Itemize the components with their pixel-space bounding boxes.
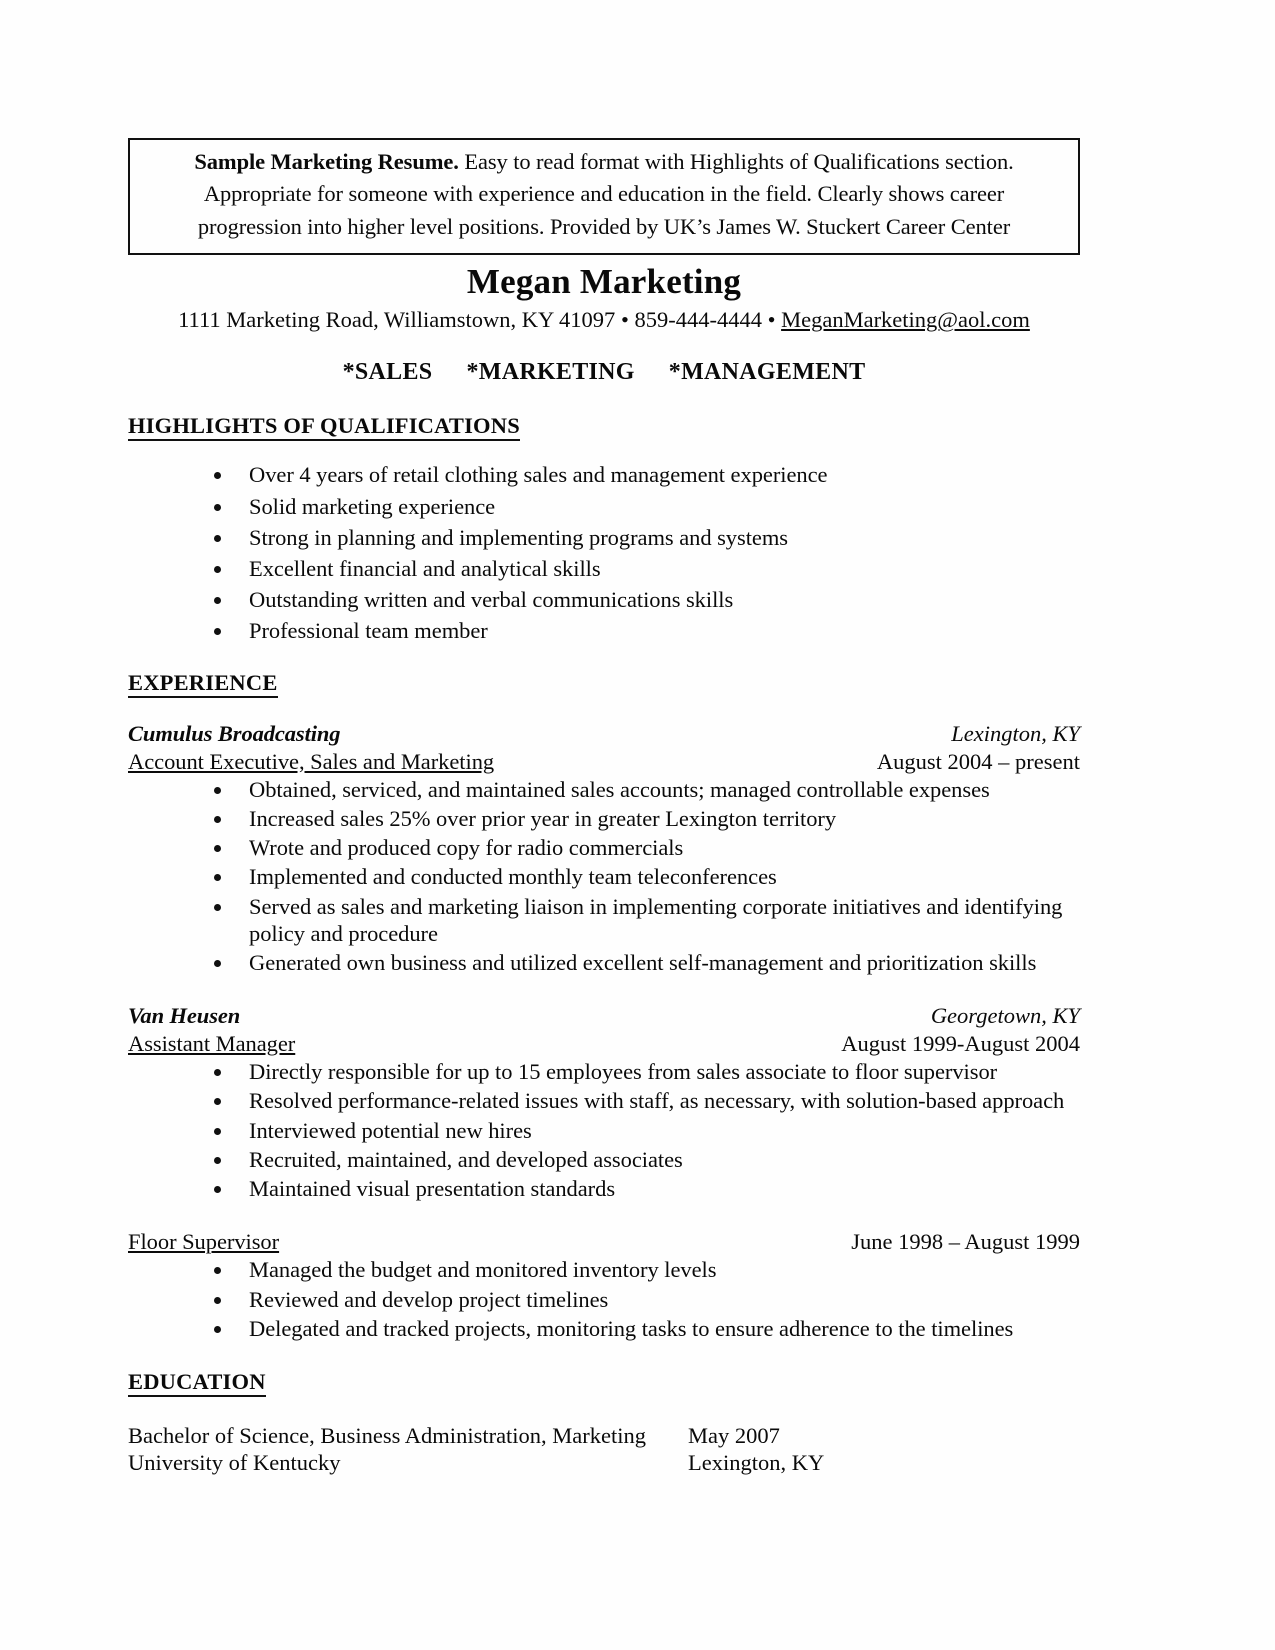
description-line-3: progression into higher level positions. Provided by UK’s James W. Stuckert Career Center xyxy=(197,213,1011,239)
education-row xyxy=(128,1449,1080,1476)
list-item: Over 4 years of retail clothing sales and management experience xyxy=(128,461,1080,488)
list-item: Recruited, maintained, and developed associates xyxy=(128,1146,1080,1173)
description-line-1-rest: Easy to read format with Highlights of Qualifications section. xyxy=(458,149,1014,174)
experience-entry-floor-supervisor xyxy=(128,1228,1080,1342)
job-title: Account Executive, Sales and Marketing xyxy=(128,748,495,774)
job-dates: August 2004 – present xyxy=(876,748,1080,774)
job-bullet-list xyxy=(128,1256,1080,1342)
keyword-marketing: *MARKETING xyxy=(466,359,635,386)
education-degree: Bachelor of Science, Business Administration, Marketing xyxy=(128,1422,647,1448)
section-education xyxy=(128,1368,1080,1477)
job-title-row xyxy=(128,748,1080,775)
job-bullet-list xyxy=(128,1058,1080,1202)
education-row xyxy=(128,1422,1080,1449)
job-title-row xyxy=(128,1228,1080,1255)
list-item: Excellent financial and analytical skills xyxy=(128,555,1080,582)
list-item: Wrote and produced copy for radio commercials xyxy=(128,834,1080,861)
keyword-management: *MANAGEMENT xyxy=(668,359,866,386)
section-experience xyxy=(128,669,1080,1342)
education-location: Lexington, KY xyxy=(688,1450,825,1476)
contact-separator-1: • xyxy=(615,307,635,333)
list-item: Interviewed potential new hires xyxy=(128,1117,1080,1144)
keyword-line xyxy=(128,359,1080,386)
contact-separator-2: • xyxy=(761,307,782,333)
list-item: Strong in planning and implementing programs and systems xyxy=(128,524,1080,551)
job-header-row xyxy=(128,720,1080,747)
list-item: Directly responsible for up to 15 employees from sales associate to floor supervisor xyxy=(128,1058,1080,1085)
highlights-list xyxy=(128,461,1080,644)
education-school: University of Kentucky xyxy=(128,1450,341,1476)
description-line-2: Appropriate for someone with experience and education in the field. Clearly shows career xyxy=(203,181,1005,207)
list-item: Reviewed and develop project timelines xyxy=(128,1286,1080,1313)
job-bullet-list xyxy=(128,776,1080,977)
section-heading-highlights: HIGHLIGHTS OF QUALIFICATIONS xyxy=(128,412,520,441)
list-item: Outstanding written and verbal communications skills xyxy=(128,586,1080,613)
list-item: Professional team member xyxy=(128,617,1080,644)
list-item: Delegated and tracked projects, monitoring tasks to ensure adherence to the timelines xyxy=(128,1315,1080,1342)
contact-address: 1111 Marketing Road, Williamstown, KY 41097 xyxy=(178,307,616,333)
list-item: Obtained, serviced, and maintained sales accounts; managed controllable expenses xyxy=(128,776,1080,803)
job-dates: June 1998 – August 1999 xyxy=(851,1229,1080,1255)
contact-line xyxy=(128,306,1080,333)
job-title: Floor Supervisor xyxy=(128,1229,280,1255)
job-company: Cumulus Broadcasting xyxy=(128,720,341,746)
job-company: Van Heusen xyxy=(128,1003,241,1029)
description-line-1 xyxy=(142,146,1066,178)
contact-email-link[interactable]: MeganMarketing@aol.com xyxy=(781,307,1030,333)
job-title: Assistant Manager xyxy=(128,1031,296,1057)
list-item: Resolved performance-related issues with staff, as necessary, with solution-based approach xyxy=(128,1087,1080,1114)
job-location: Lexington, KY xyxy=(951,720,1080,746)
section-heading-education: EDUCATION xyxy=(128,1368,266,1397)
list-item: Increased sales 25% over prior year in greater Lexington territory xyxy=(128,805,1080,832)
education-date: May 2007 xyxy=(688,1422,780,1448)
experience-entry-cumulus xyxy=(128,720,1080,977)
keyword-sales: *SALES xyxy=(342,359,433,386)
job-dates: August 1999-August 2004 xyxy=(841,1031,1080,1057)
list-item: Served as sales and marketing liaison in implementing corporate initiatives and identifying policy and procedure xyxy=(128,893,1080,947)
section-heading-experience: EXPERIENCE xyxy=(128,669,278,698)
list-item: Maintained visual presentation standards xyxy=(128,1175,1080,1202)
resume-content xyxy=(128,138,1080,1477)
list-item: Implemented and conducted monthly team teleconferences xyxy=(128,863,1080,890)
job-location: Georgetown, KY xyxy=(930,1003,1080,1029)
list-item: Solid marketing experience xyxy=(128,493,1080,520)
candidate-name: Megan Marketing xyxy=(466,262,742,302)
list-item: Generated own business and utilized excellent self-management and prioritization skills xyxy=(128,949,1080,976)
job-title-row xyxy=(128,1030,1080,1057)
contact-phone: 859-444-4444 xyxy=(634,307,762,333)
description-box xyxy=(128,138,1080,255)
description-lead: Sample Marketing Resume. xyxy=(194,149,459,174)
education-entries xyxy=(128,1422,1080,1477)
section-highlights xyxy=(128,412,1080,644)
experience-entry-van-heusen xyxy=(128,1002,1080,1202)
list-item: Managed the budget and monitored inventory levels xyxy=(128,1256,1080,1283)
job-header-row xyxy=(128,1002,1080,1029)
